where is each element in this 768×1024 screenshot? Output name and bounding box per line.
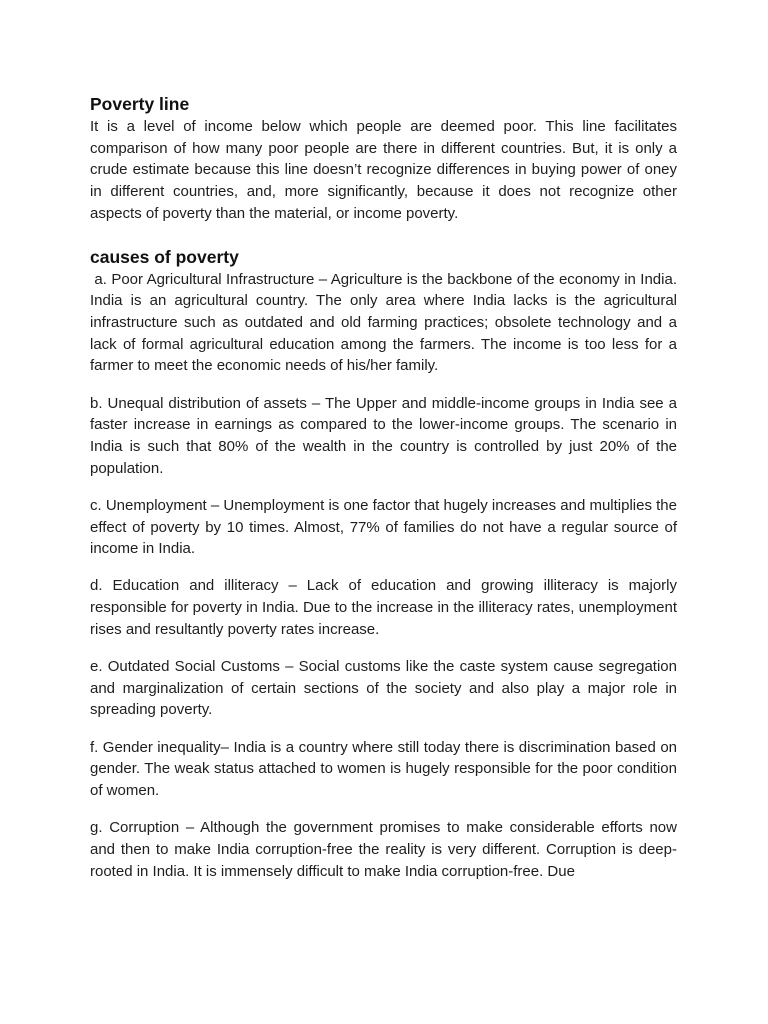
poverty-line-heading: Poverty line [90, 94, 190, 114]
causes-section [90, 245, 682, 883]
cause-paragraph-b: b. Unequal distribution of assets – The Upper and middle-income groups in India see a faster increase in earnings as compared to the lower-income groups. The scenario in India is such that 80% of the wealth in the country is controlled by just 20% of the population. [90, 394, 677, 477]
cause-paragraph-c: c. Unemployment – Unemployment is one factor that hugely increases and multiplies the effect of poverty by 10 times. Almost, 77% of families do not have a regular source of income in India. [90, 496, 677, 558]
poverty-line-section [90, 92, 677, 225]
cause-paragraph-a: a. Poor Agricultural Infrastructure – Agriculture is the backbone of the economy in India. India is an agricultural country. The only area where India lacks is the agricultural infrastructure such as outdated and old farming practices; obsolete technology and a lack of formal agricultural education among the farmers. The income is too less for a farmer to meet the economic needs of his/her family. [90, 270, 682, 375]
poverty-line-paragraph: It is a level of income below which people are deemed poor. This line facilitates comparison of how many poor people are there in different countries. But, it is only a crude estimate because this line doesn’t recognize differences in buying power of oney in different countries, and, more significantly, because it does not recognize other aspects of poverty than the material, or income poverty. [90, 118, 677, 222]
document-page [90, 92, 682, 882]
cause-paragraph-d: d. Education and illiteracy – Lack of education and growing illiteracy is majorly responsible for poverty in India. Due to the increase in the illiteracy rates, unemployment rises and resultantly poverty rates increase. [90, 577, 677, 638]
cause-paragraph-g: g. Corruption – Although the government promises to make considerable efforts now and then to make India corruption-free the reality is very different. Corruption is deep-rooted in India. It is immensely difficult to make India corruption-free. Due [90, 819, 677, 880]
causes-heading: causes of poverty [90, 246, 239, 267]
cause-paragraph-f: f. Gender inequality– India is a country where still today there is discrimination based on gender. The weak status attached to women is hugely responsible for the poor condition of women. [90, 738, 677, 800]
cause-paragraph-e: e. Outdated Social Customs – Social customs like the caste system cause segregation and marginalization of certain sections of the society and also play a major role in spreading poverty. [90, 658, 677, 719]
